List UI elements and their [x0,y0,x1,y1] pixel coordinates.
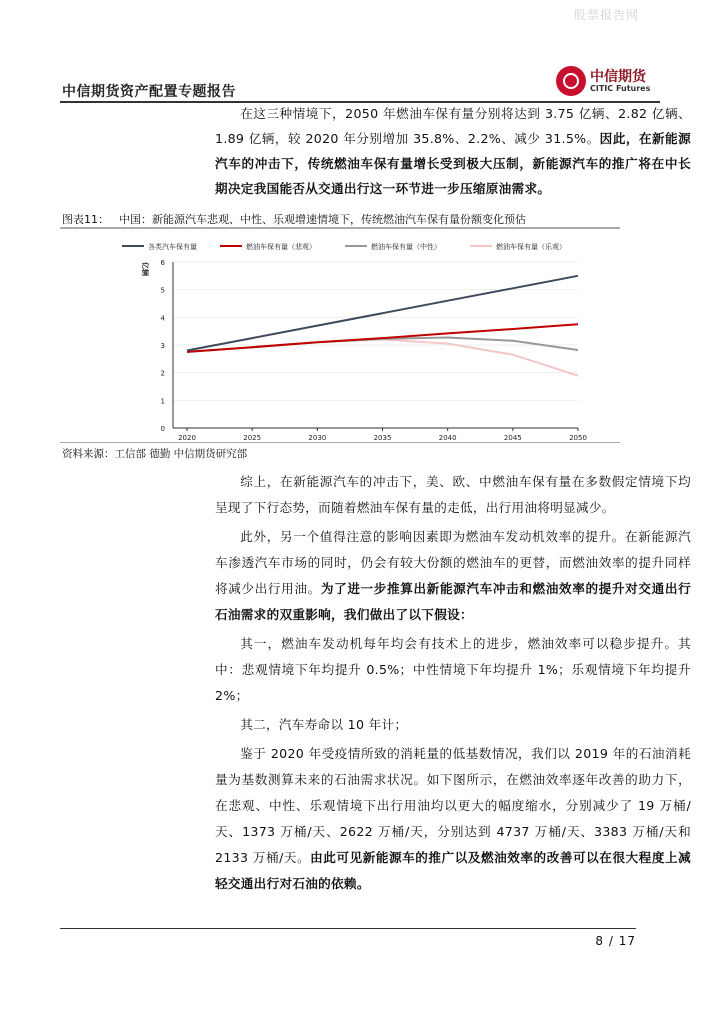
x-tick-label: 2020 [178,434,196,442]
y-tick-label: 2 [160,369,165,378]
x-tick-label: 2035 [373,434,392,442]
intro-bold: 因此，在新能源汽车的冲击下，传统燃油车保有量增长受到极大压制，新能源汽车的推广将在中长期决定我国能否从交通出行这一环节进一步压缩原油需求。 [215,131,691,196]
paragraph-text: 鉴于 2020 年受疫情所致的消耗量的低基数情况，我们以 2019 年的石油消耗量为基数测算未来的石油需求状况。如下图所示，在燃油效率逐年改善的助力下，在悲观、中性、乐观情境下出行用油均以更大的幅度缩水，分别减少了 19 万桶/天、1373 万桶/天、2622 万桶/天，分别达到 4737 万桶/天、3383 万桶/天和 2133 万桶/天。 [215,746,691,865]
paragraph [215,741,691,897]
x-tick-label: 2025 [243,434,262,442]
logo-cn: 中信期货 [590,69,646,85]
y-tick-label: 5 [160,286,165,295]
y-tick-label: 4 [160,314,165,323]
x-tick-label: 2045 [503,434,522,442]
figure-caption: 中国：新能源汽车悲观、中性、乐观增速情境下，传统燃油汽车保有量份额变化预估 [119,213,526,226]
paragraph [215,631,691,709]
x-tick-label: 2030 [308,434,327,442]
paragraph-bold: 由此可见新能源车的推广以及燃油效率的改善可以在很大程度上减轻交通出行对石油的依赖。 [215,850,691,891]
y-tick-label: 0 [160,425,165,433]
paragraph [215,524,691,628]
legend-label: 燃油车保有量（悲观） [246,243,316,251]
y-tick-label: 1 [160,397,165,406]
paragraph [215,712,691,738]
logo-en: CITIC Futures [590,84,651,93]
y-tick-label: 3 [160,342,165,350]
intro-text: 在这三种情境下，2050 年燃油车保有量分别将达到 3.75 亿辆、2.82 亿辆、1.89 亿辆，较 2020 年分别增加 35.8%、2.2%、减少 31.5%。 [215,106,691,146]
figure-label: 图表11： [62,213,109,226]
figure-title [62,211,536,227]
figure-top-rule [60,227,620,229]
legend-label: 燃油车保有量（乐观） [496,243,566,251]
legend-label: 各类汽车保有量 [148,243,197,251]
body-paragraphs [215,469,691,900]
citic-logo-icon [556,66,586,96]
y-tick-label: 6 [160,259,165,267]
watermark: 股票报告网 [574,8,640,22]
report-title: 中信期货资产配置专题报告 [62,84,236,100]
paragraph-text: 其二，汽车寿命以 10 年计； [240,717,408,732]
paragraph [215,469,691,521]
paragraph-text: 其一，燃油车发动机每年均会有技术上的进步，燃油效率可以稳步提升。其中：悲观情境下年均提升 0.5%；中性情境下年均提升 1%；乐观情境下年均提升 2%； [215,636,691,703]
x-tick-label: 2040 [438,434,457,442]
paragraph-text: 此外，另一个值得注意的影响因素即为燃油车发动机效率的提升。在新能源汽车渗透汽车市场的同时，仍会有较大份额的燃油车的更替，而燃油效率的提升同样将减少出行用油。 [215,529,691,596]
paragraph-bold: 为了进一步推算出新能源汽车冲击和燃油效率的提升对交通出行石油需求的双重影响，我们做出了以下假设： [215,581,691,622]
citic-logo [556,66,651,100]
y-axis-label: 亿辆 [141,262,149,276]
footer-rule [60,928,636,929]
paragraph-text: 综上，在新能源汽车的冲击下，美、欧、中燃油车保有量在多数假定情境下均呈现了下行态势，而随着燃油车保有量的走低，出行用油将明显减少。 [215,474,691,515]
legend-label: 燃油车保有量（中性） [371,243,441,251]
figure-bottom-rule [60,442,620,443]
figure-source: 资料来源：工信部 德勤 中信期货研究部 [62,448,248,460]
x-tick-label: 2050 [569,434,587,442]
line-chart [60,230,620,442]
page-number: 8 / 17 [595,934,636,948]
intro-paragraph [215,101,691,204]
series-line [187,324,578,352]
